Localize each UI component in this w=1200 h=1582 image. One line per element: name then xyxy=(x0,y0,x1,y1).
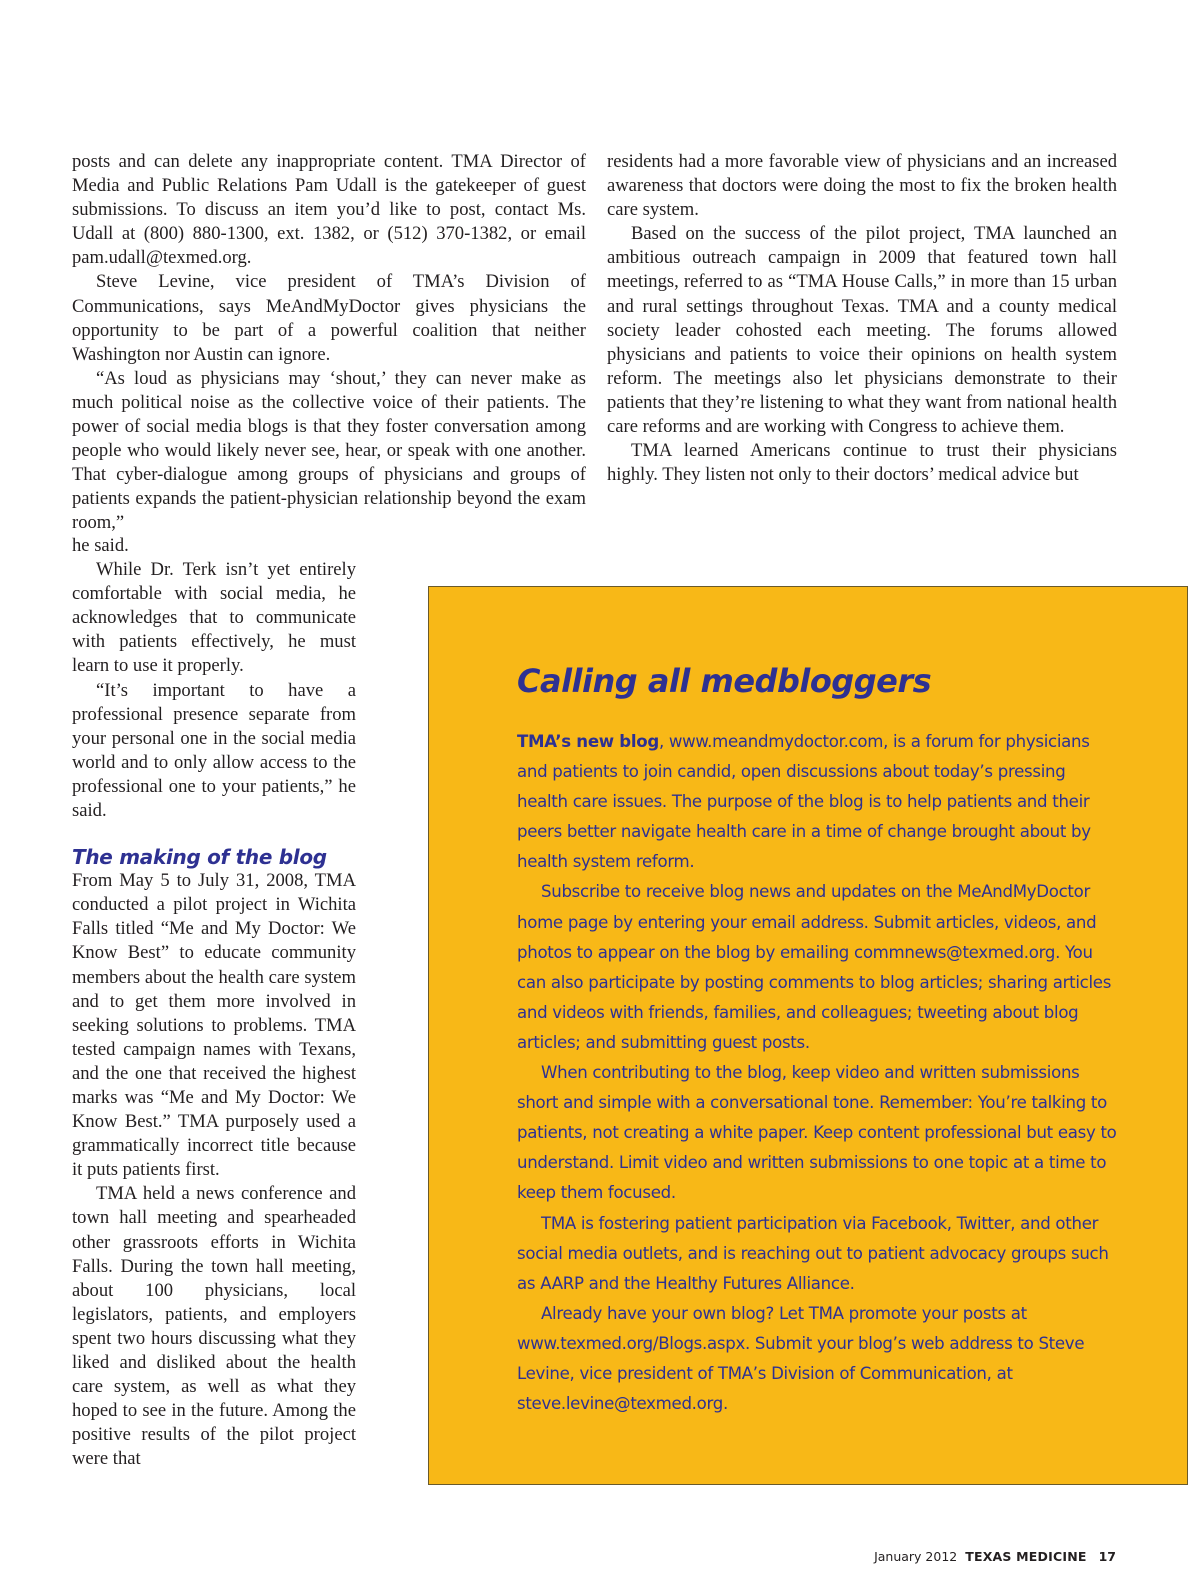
article-paragraph: TMA learned Americans continue to trust their physicians highly. They listen not only to their doctors’ medical advice but xyxy=(607,440,1117,486)
sidebar-paragraph: Already have your own blog? Let TMA promote your posts at www.texmed.org/Blogs.aspx. Submit your blog’s web address to Steve Levine, vice president of TMA’s Division of Communication, at steve.levine@texmed.org. xyxy=(517,1303,1085,1414)
article-paragraph: TMA held a news conference and town hall meeting and spearheaded other grassroots efforts in Wichita Falls. During the town hall meeting, about 100 physicians, local legislators, patients, and employers spent two hours discussing what they liked and disliked about the health care system, as well as what they hoped to see in the future. Among the positive results of the pilot project were that xyxy=(72,1183,356,1470)
page-number: 17 xyxy=(1098,1549,1116,1564)
article-paragraph: residents had a more favorable view of physicians and an increased awareness that doctors were doing the most to fix the broken health care system. xyxy=(607,151,1117,221)
sidebar-paragraph: TMA is fostering patient participation via Facebook, Twitter, and other social media outlets, and is reaching out to patient advocacy groups such as AARP and the Healthy Futures Alliance. xyxy=(517,1213,1109,1293)
footer-date: January 2012 xyxy=(874,1549,958,1564)
sidebar-box xyxy=(428,586,1188,1485)
article-paragraph: “As loud as physicians may ‘shout,’ they can never make as much political noise as the collective voice of their patients. The power of social media blogs is that they foster conversation among people who would likely never see, hear, or speak with one another. That cyber-dialogue among groups of physicians and groups of patients expands the patient-physician relationship beyond the exam room,” xyxy=(72,367,586,534)
sidebar-paragraph: Subscribe to receive blog news and updates on the MeAndMyDoctor home page by entering your email address. Submit articles, videos, and photos to appear on the blog by emailing commnews@texmed.org. You can also participate by posting comments to blog articles; sharing articles and videos with friends, families, and colleagues; tweeting about blog articles; and submitting guest posts. xyxy=(517,882,1112,1052)
sidebar-paragraph-text: , www.meandmydoctor.com, is a forum for physicians and patients to join candid, open discussions about today’s pressing health care issues. The purpose of the blog is to help patients and their peers better navigate health care in a time of change brought about by health system reform. xyxy=(517,732,1091,872)
article-column-left-top xyxy=(72,150,586,536)
article-paragraph: From May 5 to July 31, 2008, TMA conducted a pilot project in Wichita Falls titled “Me and My Doctor: We Know Best” to educate community members about the health care system and to get them more involved in seeking solutions to problems. TMA tested campaign names with Texans, and the one that received the highest marks was “Me and My Doctor: We Know Best.” TMA purposely used a grammatically incorrect title because it puts patients first. xyxy=(72,870,356,1181)
article-column-left-narrow xyxy=(72,534,356,1471)
article-paragraph: While Dr. Terk isn’t yet entirely comfortable with social media, he acknowledges that to communicate with patients effectively, he must learn to use it properly. xyxy=(72,559,356,677)
article-paragraph: he said. xyxy=(72,535,129,556)
article-column-right-top xyxy=(607,150,1117,487)
article-paragraph: “It’s important to have a professional presence separate from your personal one in the social media world and to only allow access to the professional one to your patients,” he said. xyxy=(72,679,356,822)
sidebar-paragraph: When contributing to the blog, keep video and written submissions short and simple with a conversational tone. Remember: You’re talking to patients, not creating a white paper. Keep content professional but easy to understand. Limit video and written submissions to one topic at a time to keep them focused. xyxy=(517,1063,1117,1203)
article-paragraph: Steve Levine, vice president of TMA’s Division of Communications, says MeAndMyDoctor gives physicians the opportunity to be part of a powerful coalition that neither Washington nor Austin can ignore. xyxy=(72,271,586,365)
section-subhead: The making of the blog xyxy=(72,845,327,870)
sidebar-body xyxy=(517,727,1117,1419)
article-paragraph: Based on the success of the pilot project, TMA launched an ambitious outreach campaign in 2009 that featured town hall meetings, referred to as “TMA House Calls,” in more than 15 urban and rural settings throughout Texas. TMA and a county medical society leader cohosted each meeting. The forums allowed physicians and patients to voice their opinions on health system reform. The meetings also let physicians demonstrate to their patients that they’re listening to what they want from national health care reforms and are working with Congress to achieve them. xyxy=(607,223,1117,438)
footer-magazine-name: TEXAS MEDICINE xyxy=(965,1549,1087,1564)
sidebar-paragraph xyxy=(517,727,1117,877)
article-paragraph: posts and can delete any inappropriate content. TMA Director of Media and Public Relations Pam Udall is the gatekeeper of guest submissions. To discuss an item you’d like to post, contact Ms. Udall at (800) 880-1300, ext. 1382, or (512) 370-1382, or email pam.udall@texmed.org. xyxy=(72,151,586,269)
sidebar-lead: TMA’s new blog xyxy=(517,732,659,751)
sidebar-title: Calling all medbloggers xyxy=(517,662,932,700)
page-footer xyxy=(874,1549,1116,1564)
